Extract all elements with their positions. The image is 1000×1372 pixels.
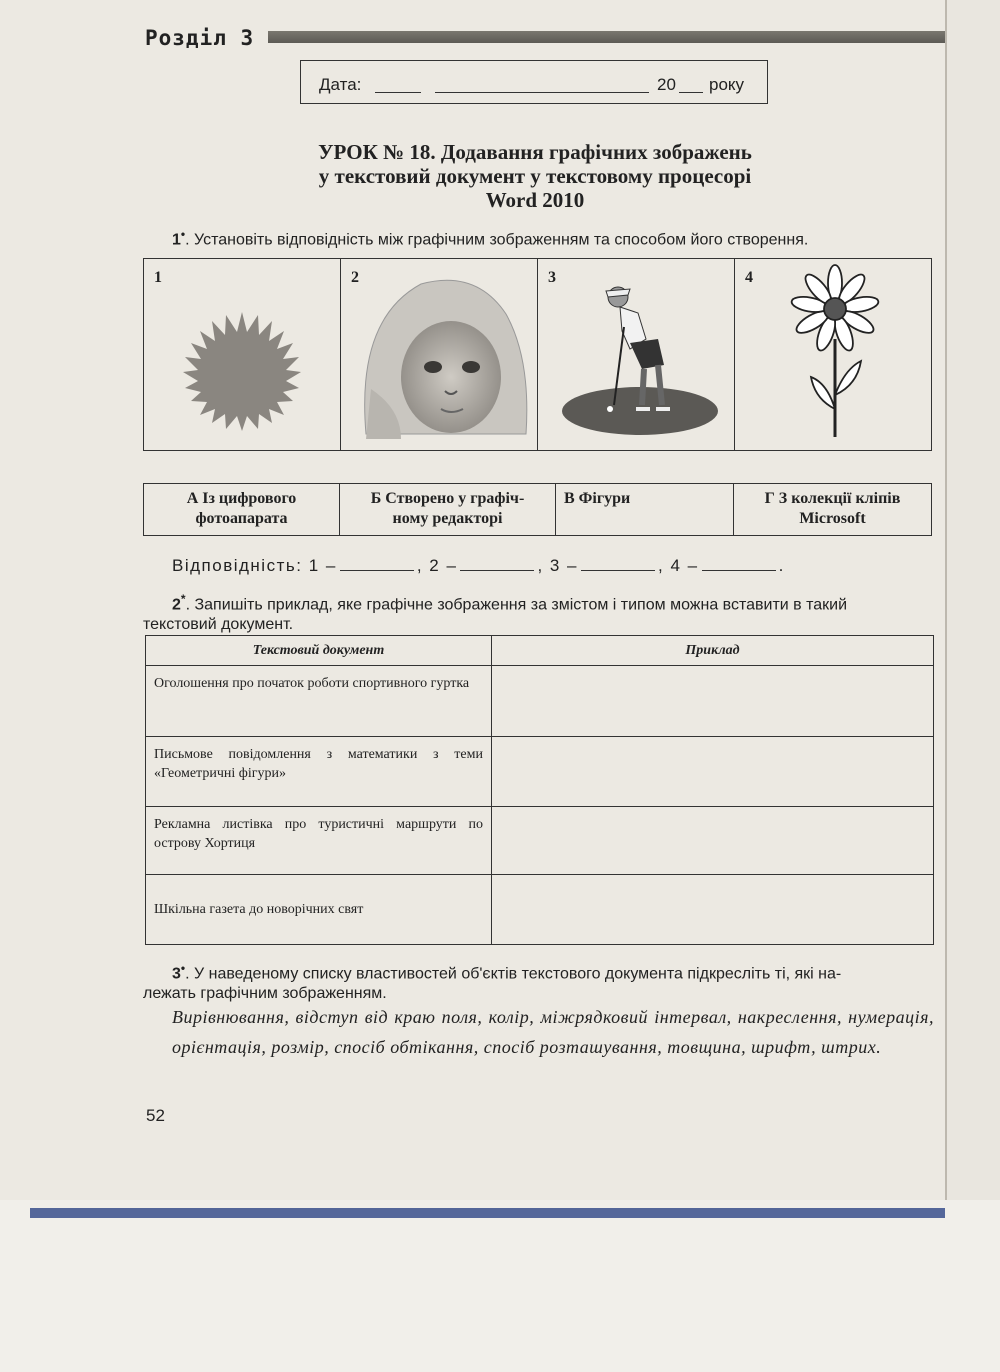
document-cell: Шкільна газета до новорічних свят xyxy=(146,875,492,945)
lesson-title xyxy=(200,140,870,212)
options-table xyxy=(143,483,932,536)
example-input-cell[interactable] xyxy=(492,807,934,875)
date-month-blank[interactable] xyxy=(435,92,649,93)
option-b: Б Створено у графіч- ному редакторі xyxy=(340,484,556,536)
task2-number: 2 xyxy=(172,596,181,614)
image-cell-4 xyxy=(735,259,932,451)
task3-marker: • xyxy=(180,961,186,975)
title-line-1: УРОК № 18. Додавання графічних зображень xyxy=(318,140,752,164)
task1-marker: • xyxy=(180,227,186,241)
date-label: Дата: xyxy=(319,75,362,94)
header-bar xyxy=(268,31,945,43)
image-number: 3 xyxy=(548,269,556,286)
example-input-cell[interactable] xyxy=(492,666,934,737)
answers-line: Відповідність: 1 – , 2 – , 3 – , 4 – . xyxy=(172,556,785,575)
section-header: Розділ 3 xyxy=(145,26,255,50)
image-table xyxy=(143,258,932,451)
answers-label: Відповідність: xyxy=(172,556,303,575)
date-year-suffix: року xyxy=(709,75,745,94)
image-cell-1 xyxy=(144,259,341,451)
image-cell-3 xyxy=(538,259,735,451)
date-year-prefix: 20 xyxy=(657,75,676,94)
document-cell: Письмове повідомлення з математики з теми «Геометричні фігури» xyxy=(146,737,492,807)
document-cell: Рекламна листівка про туристичні маршрути по острову Хортиця xyxy=(146,807,492,875)
option-a: А Із цифрового фотоапарата xyxy=(144,484,340,536)
book-cover-edge xyxy=(30,1208,945,1218)
col-header-document: Текстовий документ xyxy=(146,636,492,666)
task1-number: 1 xyxy=(172,231,181,249)
page-number: 52 xyxy=(146,1106,165,1125)
flower-drawing-icon xyxy=(735,259,931,445)
task2-marker: * xyxy=(180,592,186,606)
date-year-blank[interactable] xyxy=(679,92,703,93)
example-input-cell[interactable] xyxy=(492,737,934,807)
title-line-3: Word 2010 xyxy=(485,188,585,212)
answer-blank-1[interactable] xyxy=(340,556,414,571)
golfer-clipart-icon xyxy=(538,259,734,445)
task1-prompt xyxy=(172,227,808,249)
date-box xyxy=(300,60,768,104)
col-header-example: Приклад xyxy=(492,636,934,666)
title-line-2: у текстовий документ у текстовому процесорі xyxy=(318,164,752,188)
examples-table xyxy=(145,635,934,945)
image-number: 2 xyxy=(351,269,359,286)
task3-number: 3 xyxy=(172,965,181,983)
task3-prompt: 3•. У наведеному списку властивостей об'єктів текстового документа підкресліть ті, які на- лежать графічним зображенням. xyxy=(143,961,842,1003)
answer-blank-3[interactable] xyxy=(581,556,655,571)
task2-prompt: 2*. Запишіть приклад, яке графічне зображення за змістом і типом можна вставити в такий текстовий документ. xyxy=(143,592,848,634)
image-number: 4 xyxy=(745,269,753,286)
baby-photo-icon xyxy=(341,259,537,445)
page-bottom-margin xyxy=(0,1200,1000,1372)
properties-list[interactable]: Вирівнювання, відступ від краю поля, колір, міжрядковий інтервал, накреслення, нумерація, орієнтація, розмір, спосіб обтікання, спосіб розташування, товщина, шрифт, штрих. xyxy=(172,1007,934,1057)
example-input-cell[interactable] xyxy=(492,875,934,945)
task1-text: . Установіть відповідність між графічним зображенням та способом його створення. xyxy=(185,231,809,249)
date-day-blank[interactable] xyxy=(375,92,421,93)
image-cell-2 xyxy=(341,259,538,451)
document-cell: Оголошення про початок роботи спортивного гуртка xyxy=(146,666,492,737)
answer-blank-2[interactable] xyxy=(460,556,534,571)
image-number: 1 xyxy=(154,269,162,286)
answer-blank-4[interactable] xyxy=(702,556,776,571)
sun-star-shape-icon xyxy=(144,259,340,445)
option-c: В Фігури xyxy=(556,484,734,536)
option-d: Г З колекції кліпів Microsoft xyxy=(734,484,932,536)
